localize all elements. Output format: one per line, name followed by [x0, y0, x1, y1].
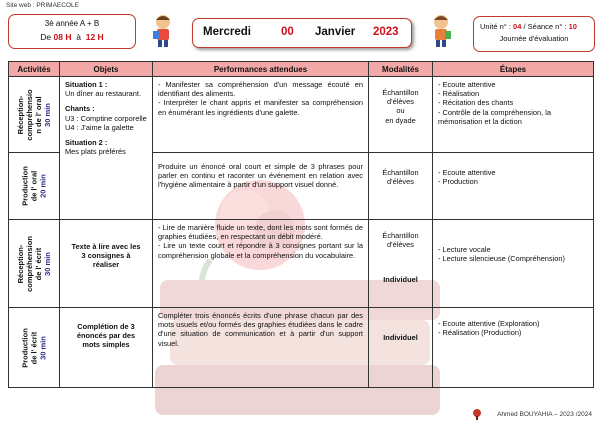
month: Janvier [315, 26, 356, 38]
activity-cell [9, 308, 60, 388]
date-box [192, 18, 412, 48]
schedule-line [9, 32, 135, 42]
etapes-cell: - Ecoute attentive - Production [433, 153, 594, 220]
table-row [9, 220, 594, 308]
lesson-table [8, 61, 594, 388]
table-row [9, 308, 594, 388]
objets-cell: Situation 1 : Un dîner au restaurant. Chants : U3 : Comptine corporelle U4 : J'aime la galette Situation 2 : Mes plats préférés [60, 77, 153, 220]
pin-icon [472, 408, 482, 420]
to-time: 12 H [85, 32, 104, 42]
unit-session-line [480, 22, 594, 31]
site-label: Site web : PRIMAECOLE [6, 2, 79, 9]
activity-cell [9, 220, 60, 308]
class-level: 3è année A + B [44, 19, 100, 28]
author-footer: Ahmed BOUYAHIA – 2023 /2024 [497, 411, 592, 418]
modalite-cell: Échantillon d'élèves ou en dyade [369, 77, 433, 153]
session-value: 10 [568, 22, 577, 31]
student-right-icon [428, 14, 454, 48]
class-info-box [8, 14, 136, 49]
activity-label: Réception- compréhension de l' écrit 30 min [16, 235, 52, 292]
performance-cell: - Manifester sa compréhension d'un message écouté en identifiant des aliments. - Interpréter le chant appris et manifester sa compréhension en énumérant les ingrédients d'une galette. [153, 77, 369, 153]
to-label: à [76, 32, 81, 42]
header-objets: Objets [60, 62, 153, 77]
unit-value: 04 [513, 22, 522, 31]
etapes-cell: - Lecture vocale - Lecture silencieuse (Compréhension) [433, 220, 594, 308]
day-name: Mercredi [203, 26, 251, 38]
header-etapes: Étapes [433, 62, 594, 77]
unit-info-box [473, 16, 595, 52]
table-header-row [9, 62, 594, 77]
unit-label: Unité n° : [480, 22, 511, 31]
student-left-icon [150, 14, 176, 48]
from-label: De [40, 32, 52, 42]
objets-cell: Complétion de 3 énoncés par des mots simples [60, 308, 153, 388]
year: 2023 [373, 26, 399, 38]
header-modalites: Modalités [369, 62, 433, 77]
table-row [9, 77, 594, 153]
from-time: 08 H [53, 32, 72, 42]
etapes-cell: - Ecoute attentive (Exploration) - Réalisation (Production) [433, 308, 594, 388]
activity-cell [9, 153, 60, 220]
unit-title: Journée d'évaluation [499, 34, 569, 43]
activity-label: Production de l' écrit 30 min [20, 327, 48, 368]
etapes-cell: - Ecoute attentive - Réalisation - Récitation des chants - Contrôle de la compréhension, la mémorisation et la diction [433, 77, 594, 153]
modalite-cell: Échantillon d'élèves Individuel [369, 220, 433, 308]
session-label: Séance n° : [527, 22, 567, 31]
performance-cell: Produire un énoncé oral court et simple de 3 phrases pour parler en continu et raconter un événement en relation avec l'hygiène alimentaire à partir d'un support visuel donné. [153, 153, 369, 220]
performance-cell: - Lire de manière fluide un texte, dont les mots sont formés de graphies étudiées, en respectant un débit modéré. - Lire un texte court et répondre à 3 consignes portant sur la compréhension globale et la compréhension du vocabulaire. [153, 220, 369, 308]
header-performances: Performances attendues [153, 62, 369, 77]
modalite-cell: Individuel [369, 308, 433, 388]
activity-label: Réception- compréhensio n de l' oral 30 min [16, 88, 52, 141]
performance-cell: Compléter trois énoncés écrits d'une phrase chacun par des mots usuels et/ou formés des graphies étudiées dans le cadre d'une situation de communication et à partir d'un support visuel. [153, 308, 369, 388]
unit-sep: / [523, 22, 526, 31]
day-number: 00 [281, 26, 294, 38]
objets-cell: Texte à lire avec les 3 consignes à réaliser [60, 220, 153, 308]
header-activites: Activités [9, 62, 60, 77]
activity-cell [9, 77, 60, 153]
activity-label: Production de l' oral 20 min [20, 166, 48, 206]
modalite-cell: Échantillon d'élèves [369, 153, 433, 220]
